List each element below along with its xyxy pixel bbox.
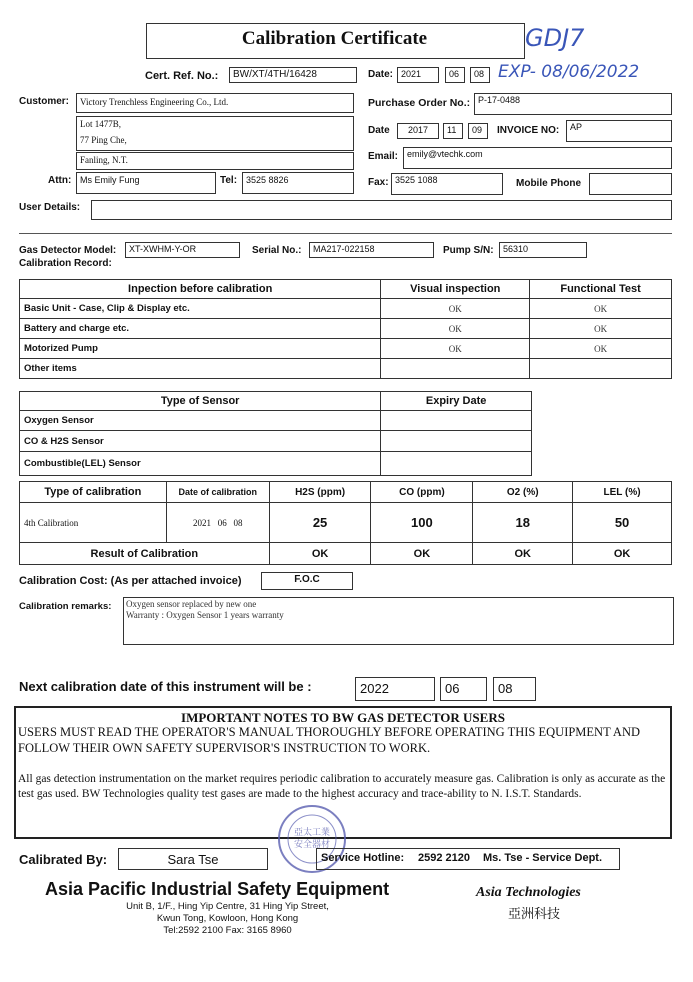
cal-result-label: Result of Calibration <box>20 543 270 565</box>
remarks-label: Calibration remarks: <box>19 601 112 612</box>
hotline-number: 2592 2120 <box>418 852 470 864</box>
notes-title: IMPORTANT NOTES TO BW GAS DETECTOR USERS <box>181 710 505 725</box>
calibration-record-label: Calibration Record: <box>19 258 112 269</box>
fax-field: 3525 1088 <box>391 173 503 195</box>
remarks-line-2: Warranty : Oxygen Sensor 1 years warranty <box>126 610 284 620</box>
order-date-label: Date <box>368 125 390 136</box>
table-row <box>20 452 532 476</box>
calibrated-by-field: Sara Tse <box>118 848 268 870</box>
order-date-year: 2017 <box>397 123 439 139</box>
order-date-day: 09 <box>468 123 488 139</box>
pump-label: Pump S/N: <box>443 245 494 256</box>
inspection-item: Basic Unit - Case, Clip & Display etc. <box>20 299 381 319</box>
handwritten-expiry: EXP- 08/06/2022 <box>498 62 640 82</box>
user-details-label: User Details: <box>19 202 81 213</box>
email-field: emily@vtechk.com <box>403 147 672 169</box>
inspection-header-functional: Functional Test <box>530 280 672 299</box>
sensor-expiry <box>381 452 532 476</box>
next-cal-label: Next calibration date of this instrument will be : <box>19 679 312 694</box>
cost-field: F.O.C <box>261 572 353 590</box>
cal-header-date: Date of calibration <box>166 482 269 503</box>
mobile-field <box>589 173 672 195</box>
inspection-table <box>19 279 672 379</box>
notes-para-1: USERS MUST READ THE OPERATOR'S MANUAL THOROUGHLY BEFORE OPERATING THIS EQUIPMENT AND FOLLOW THEIR OWN SAFETY SUPERVISOR'S INSTRUCTION TO WORK. <box>18 725 641 755</box>
inspection-item: Battery and charge etc. <box>20 319 381 339</box>
inspection-header-item: Inpection before calibration <box>20 280 381 299</box>
cal-value-lel: 50 <box>573 503 672 543</box>
cal-value-co: 100 <box>371 503 473 543</box>
svg-text:安全器材: 安全器材 <box>293 840 331 850</box>
cal-result-h2s: OK <box>269 543 371 565</box>
customer-line-4: Fanling, N.T. <box>76 152 354 170</box>
partner-name-en: Asia Technologies <box>476 885 581 900</box>
company-address-1: Unit B, 1/F., Hing Yip Centre, 31 Hing Yip Street, <box>126 901 329 912</box>
calibration-table <box>19 481 672 565</box>
customer-line-3: 77 Ping Che, <box>76 133 354 151</box>
table-row <box>20 359 672 379</box>
serial-label: Serial No.: <box>252 245 302 256</box>
table-row <box>20 319 672 339</box>
cal-header-co: CO (ppm) <box>371 482 473 503</box>
divider <box>19 233 672 234</box>
tel-field: 3525 8826 <box>242 172 354 194</box>
model-field: XT-XWHM-Y-OR <box>125 242 240 258</box>
cal-result-lel: OK <box>573 543 672 565</box>
serial-field: MA217-022158 <box>309 242 434 258</box>
customer-label: Customer: <box>19 96 70 107</box>
cal-header-h2s: H2S (ppm) <box>269 482 371 503</box>
cert-date-label: Date: <box>368 69 394 80</box>
next-cal-year: 2022 <box>355 677 435 701</box>
table-row <box>20 411 532 431</box>
company-contact: Tel:2592 2100 Fax: 3165 8960 <box>163 925 292 936</box>
table-row <box>20 339 672 359</box>
po-field: P-17-0488 <box>474 93 672 115</box>
next-cal-month: 06 <box>440 677 487 701</box>
partner-name-zh: 亞洲科技 <box>508 907 561 922</box>
customer-line-2: Lot 1477B, <box>76 116 354 134</box>
cert-ref-field: BW/XT/4TH/16428 <box>229 67 357 83</box>
pump-field: 56310 <box>499 242 587 258</box>
invoice-label: INVOICE NO: <box>497 125 560 136</box>
inspection-item: Other items <box>20 359 381 379</box>
cal-header-lel: LEL (%) <box>573 482 672 503</box>
hotline-label: Service Hotline: <box>321 852 405 864</box>
handwritten-code: GDJ7 <box>525 24 585 52</box>
cal-value-o2: 18 <box>473 503 573 543</box>
email-label: Email: <box>368 151 399 162</box>
calibrated-by-label: Calibrated By: <box>19 852 108 867</box>
inspection-item: Motorized Pump <box>20 339 381 359</box>
cal-result-co: OK <box>371 543 473 565</box>
sensor-type: CO & H2S Sensor <box>20 431 381 452</box>
cal-result-o2: OK <box>473 543 573 565</box>
cert-ref-label: Cert. Ref. No.: <box>145 70 219 82</box>
svg-text:亞太工業: 亞太工業 <box>293 828 331 838</box>
sensor-header-expiry: Expiry Date <box>381 392 532 411</box>
inspection-functional: OK <box>530 339 672 359</box>
inspection-header-visual: Visual inspection <box>381 280 530 299</box>
mobile-label: Mobile Phone <box>516 178 581 189</box>
cal-value-h2s: 25 <box>269 503 371 543</box>
inspection-functional <box>530 359 672 379</box>
inspection-visual: OK <box>381 319 530 339</box>
inspection-visual <box>381 359 530 379</box>
fax-label: Fax: <box>368 177 389 188</box>
sensor-type: Combustible(LEL) Sensor <box>20 452 381 476</box>
cal-type: 4th Calibration <box>20 503 167 543</box>
table-row <box>20 431 532 452</box>
inspection-functional: OK <box>530 319 672 339</box>
invoice-field: AP <box>566 120 672 142</box>
attn-field: Ms Emily Fung <box>76 172 216 194</box>
sensor-type: Oxygen Sensor <box>20 411 381 431</box>
inspection-functional: OK <box>530 299 672 319</box>
sensor-expiry <box>381 411 532 431</box>
cal-date: 2021 06 08 <box>166 503 269 543</box>
model-label: Gas Detector Model: <box>19 245 117 256</box>
hotline-contact: Ms. Tse - Service Dept. <box>483 852 603 864</box>
order-date-month: 11 <box>443 123 463 139</box>
company-name: Asia Pacific Industrial Safety Equipment <box>45 879 390 899</box>
cal-header-type: Type of calibration <box>20 482 167 503</box>
customer-line-1: Victory Trenchless Engineering Co., Ltd. <box>76 93 354 113</box>
inspection-visual: OK <box>381 339 530 359</box>
attn-label: Attn: <box>48 175 72 186</box>
po-label: Purchase Order No.: <box>368 97 471 109</box>
sensor-expiry <box>381 431 532 452</box>
tel-label: Tel: <box>220 175 238 186</box>
inspection-visual: OK <box>381 299 530 319</box>
sensor-table <box>19 391 532 476</box>
table-row <box>20 503 672 543</box>
table-row <box>20 543 672 565</box>
user-details-field <box>91 200 672 220</box>
notes-para-2: All gas detection instrumentation on the market requires periodic calibration to accurately measure gas. Calibration is only as accurate as the test gas used. BW Technologies quality test gases are made to the highest accuracy and trace-ability to N. I.S.T. Standards. <box>18 773 666 800</box>
cert-date-month: 06 <box>445 67 465 83</box>
cost-label: Calibration Cost: (As per attached invoice) <box>19 575 242 587</box>
cal-header-o2: O2 (%) <box>473 482 573 503</box>
sensor-header-type: Type of Sensor <box>20 392 381 411</box>
table-row <box>20 299 672 319</box>
cert-date-year: 2021 <box>397 67 439 83</box>
cert-date-day: 08 <box>470 67 490 83</box>
page-title: Calibration Certificate <box>241 28 428 49</box>
company-address-2: Kwun Tong, Kowloon, Hong Kong <box>156 913 299 924</box>
remarks-line-1: Oxygen sensor replaced by new one <box>126 599 257 609</box>
next-cal-day: 08 <box>493 677 536 701</box>
